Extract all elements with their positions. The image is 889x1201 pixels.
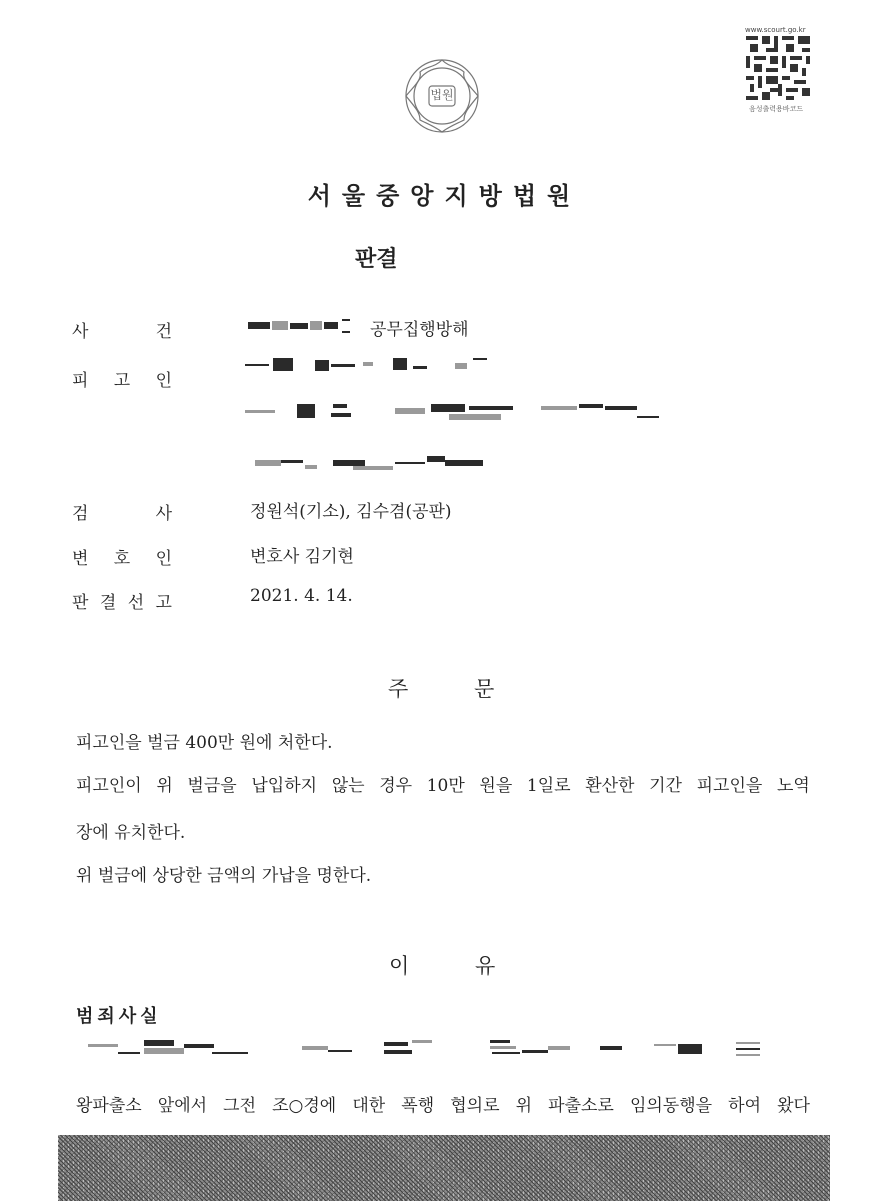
order-line-3: 장에 유치한다. xyxy=(76,823,186,843)
barcode-caption: 음성출력용바코드 xyxy=(749,105,804,113)
reasons-heading-right: 유 xyxy=(475,954,496,978)
order-line-4: 위 벌금에 상당한 금액의 가납을 명한다. xyxy=(76,866,372,886)
doc-type-title: 판결 xyxy=(355,247,398,272)
sentence-date-value: 2021. 4. 14. xyxy=(250,586,353,606)
qr-code-icon xyxy=(746,36,810,100)
crime-facts-heading: 범죄사실 xyxy=(76,1006,162,1027)
verification-url: www.scourt.go.kr xyxy=(745,26,806,34)
attorney-value: 변호사 김기현 xyxy=(250,547,354,567)
redacted-case-number xyxy=(248,319,348,333)
reasons-heading-left: 이 xyxy=(389,954,410,978)
redacted-defendant-address-2 xyxy=(255,456,490,470)
redacted-defendant-address xyxy=(245,404,665,418)
order-heading-right: 문 xyxy=(474,677,495,701)
case-label: 사 건 xyxy=(72,322,172,342)
attorney-label: 변 호 인 xyxy=(72,549,172,569)
defendant-label: 피 고 인 xyxy=(72,371,172,391)
seal-text: 법원 xyxy=(430,88,454,102)
crime-facts-line: 왕파출소 앞에서 그전 조○경에 대한 폭행 협의로 위 파출소로 임의동행을 하여 왔다 xyxy=(76,1096,810,1116)
court-name: 서울중앙지방법원 xyxy=(307,182,582,210)
order-line-2: 피고인이 위 벌금을 납입하지 않는 경우 10만 원을 1일로 환산한 기간 피고인을 노역 xyxy=(76,776,810,796)
case-value: 공무집행방해 xyxy=(370,320,469,340)
prosecutor-label: 검 사 xyxy=(72,504,172,524)
order-line-1: 피고인을 벌금 400만 원에 처한다. xyxy=(76,733,333,753)
anti-copy-pattern xyxy=(58,1135,830,1201)
sentence-date-label: 판 결 선 고 xyxy=(72,593,172,613)
order-heading-left: 주 xyxy=(388,677,409,701)
prosecutor-value: 정원석(기소), 김수겸(공판) xyxy=(250,502,452,522)
redacted-defendant-name xyxy=(245,358,490,372)
redacted-crime-facts-line xyxy=(88,1040,788,1054)
